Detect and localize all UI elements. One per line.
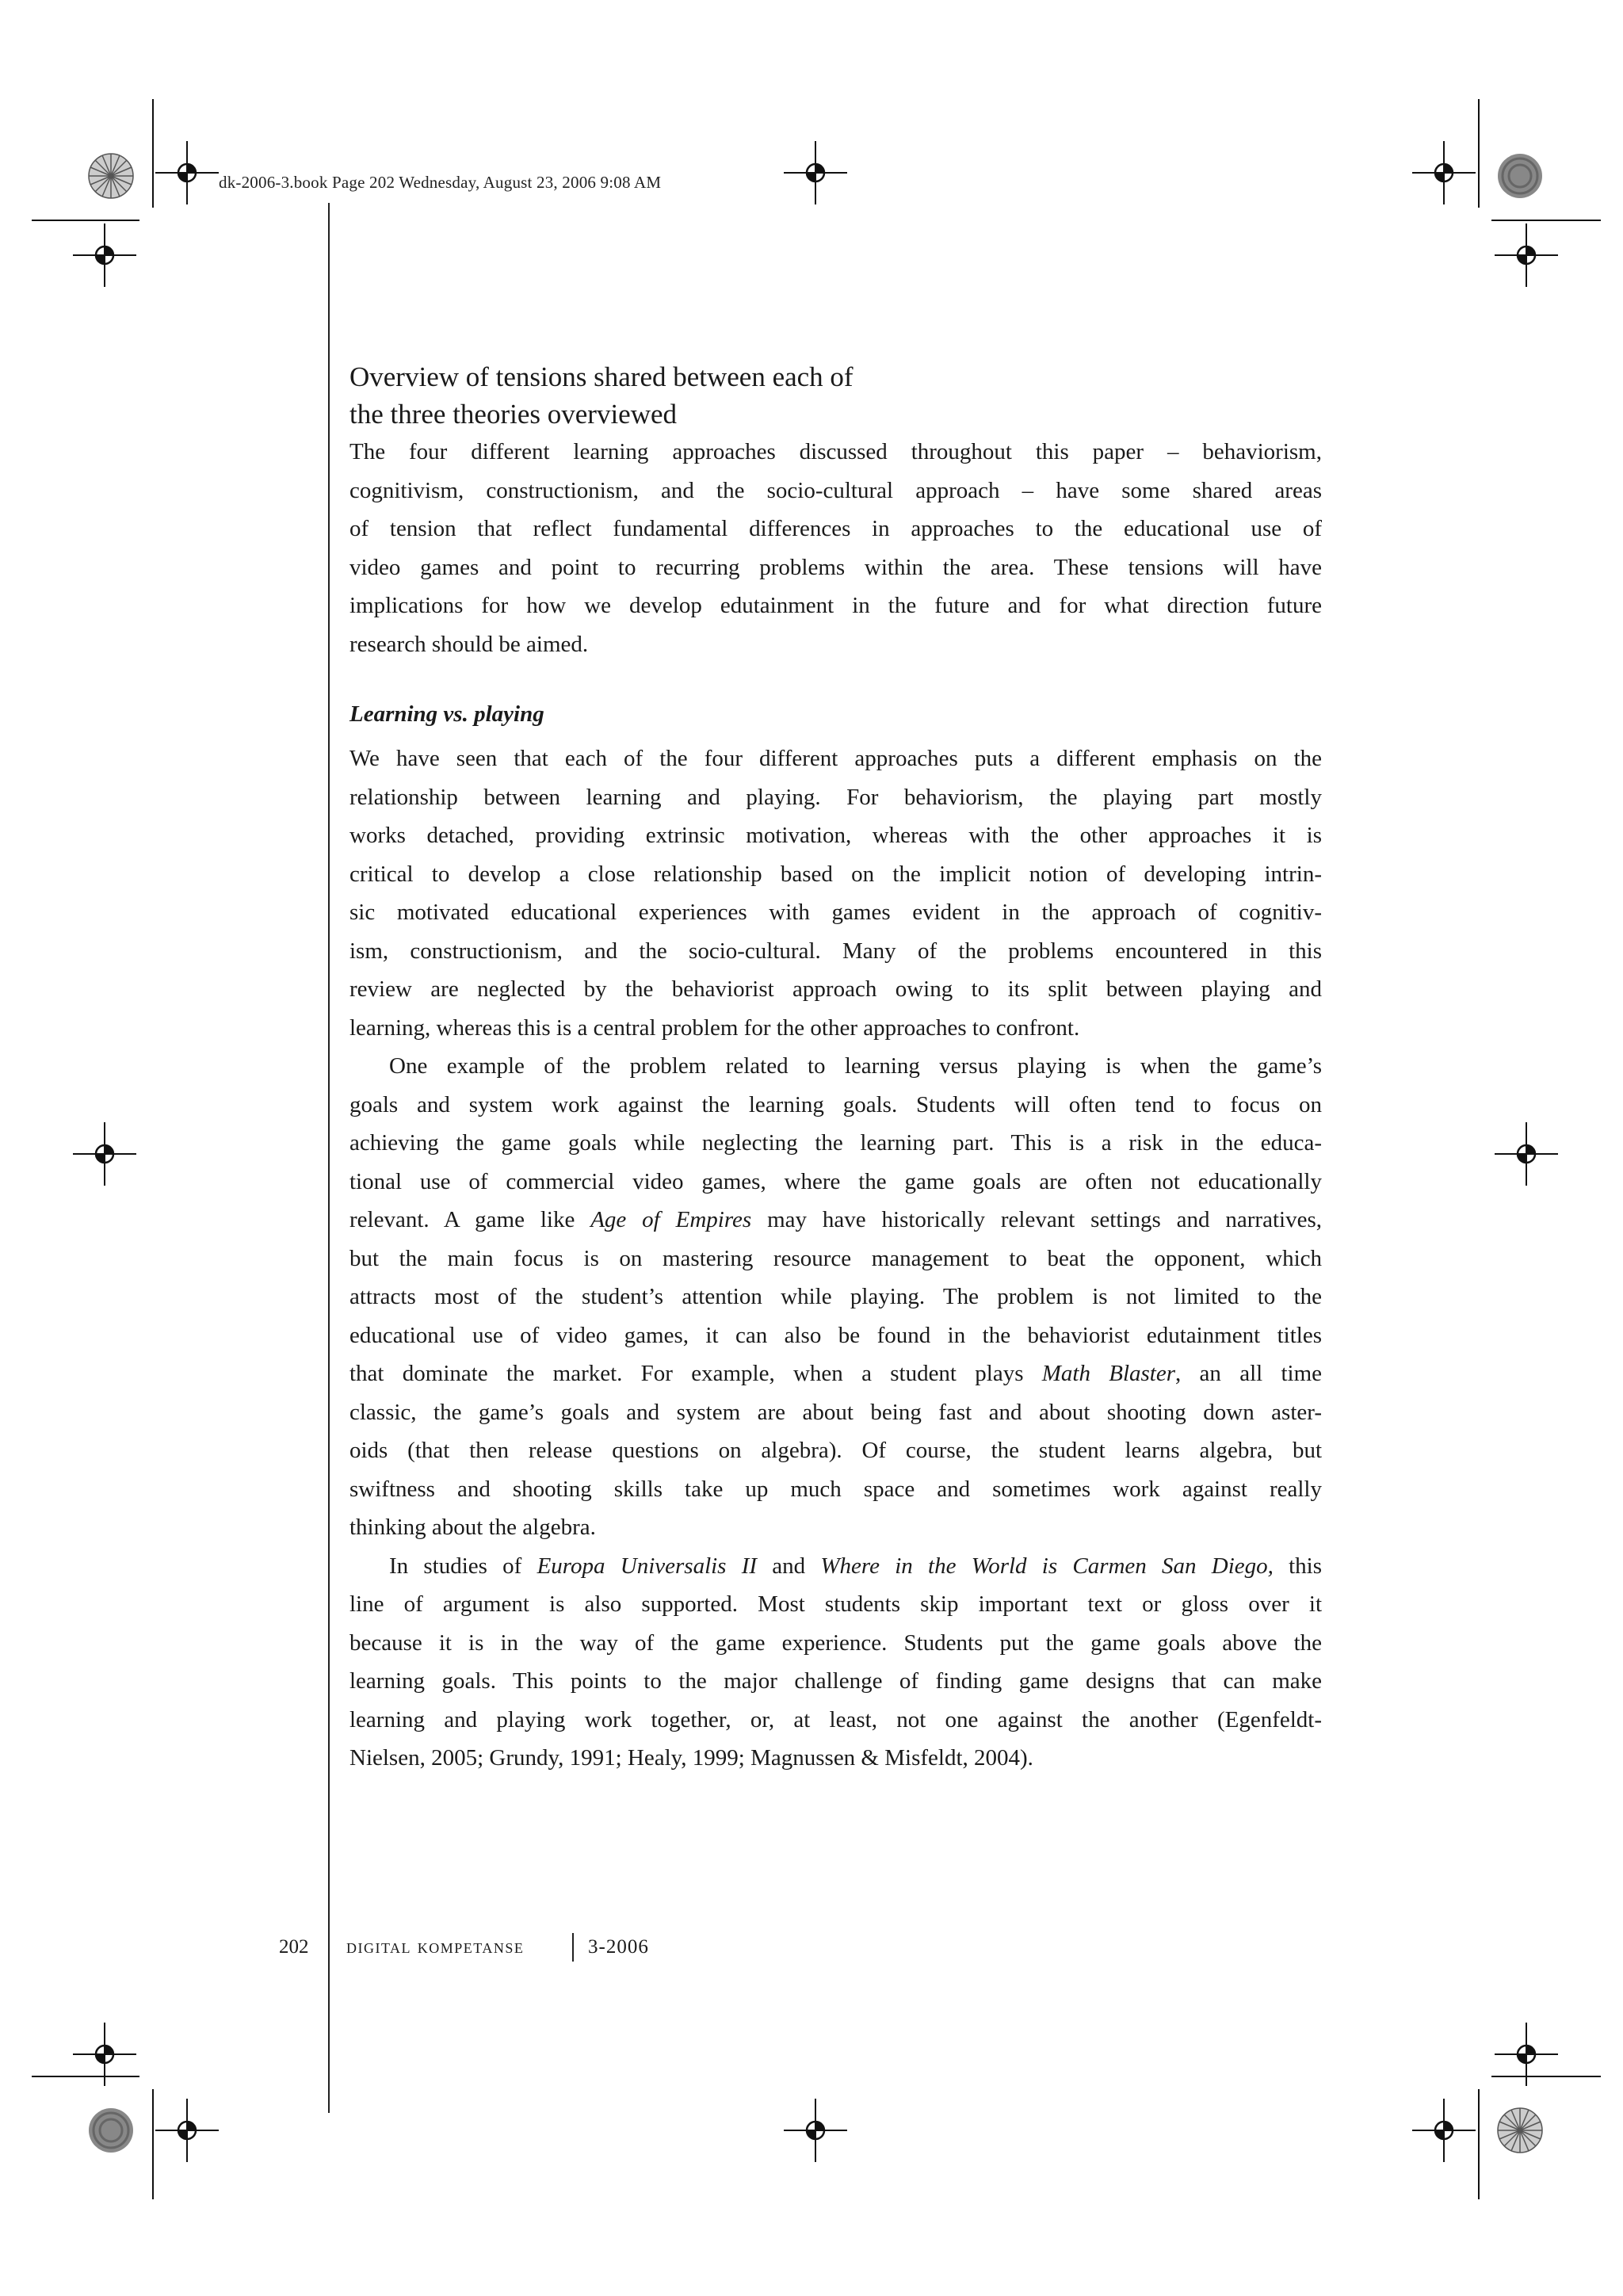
article-body: [349, 358, 1322, 1778]
section-heading-line: the three theories overviewed: [349, 399, 678, 430]
text-line: thinking about the algebra.: [349, 1515, 596, 1540]
game-title: Math Blaster: [1041, 1361, 1176, 1386]
text-line: learning goals. This points to the major challenge of finding game designs that can make: [349, 1668, 1322, 1694]
text-run: and: [757, 1553, 821, 1579]
text-line: Nielsen, 2005; Grundy, 1991; Healy, 1999; Magnussen & Misfeldt, 2004).: [349, 1745, 1033, 1771]
text-run: may have historically relevant settings and narratives,: [751, 1207, 1322, 1232]
paragraph-1: [349, 739, 1322, 1047]
text-run: relevant. A game like: [349, 1207, 591, 1232]
text-line: [349, 1547, 1322, 1586]
game-title: Where in the World is Carmen San Diego,: [820, 1553, 1274, 1579]
subsection-heading: Learning vs. playing: [349, 701, 544, 727]
corner-marks-top-right: [1412, 99, 1601, 287]
text-line: We have seen that each of the four different approaches puts a different emphasis on the: [349, 746, 1322, 771]
text-line: One example of the problem related to learning versus playing is when the game’s: [389, 1053, 1322, 1079]
registration-mark-left: [73, 1122, 136, 1186]
text-line: implications for how we develop edutainment in the future and for what direction future: [349, 593, 1322, 618]
game-title: Age of Empires: [590, 1207, 752, 1232]
margin-rule: [328, 203, 330, 2113]
registration-mark-top-center: [784, 141, 847, 204]
text-line: learning, whereas this is a central problem for the other approaches to confront.: [349, 1014, 1080, 1041]
text-line: cognitivism, constructionism, and the socio-cultural approach – have some shared areas: [349, 477, 1322, 503]
print-slug: dk-2006-3.book Page 202 Wednesday, August 23, 2006 9:08 AM: [219, 173, 662, 192]
text-line: achieving the game goals while neglecting the learning part. This is a risk in the educa-: [349, 1130, 1322, 1156]
paragraph-2: [349, 1047, 1322, 1547]
intro-paragraph: [349, 433, 1322, 663]
paragraph-3: [349, 1547, 1322, 1778]
text-line: research should be aimed.: [349, 631, 589, 657]
text-line: of tension that reflect fundamental differences in approaches to the educational use of: [349, 516, 1322, 541]
text-line: works detached, providing extrinsic motivation, whereas with the other approaches it is: [349, 823, 1322, 848]
text-run: , an all time: [1175, 1361, 1322, 1386]
text-run: In studies of: [389, 1553, 537, 1579]
text-line: goals and system work against the learning goals. Students will often tend to focus on: [349, 1091, 1322, 1117]
registration-mark-right: [1495, 1122, 1558, 1186]
text-line: [349, 1201, 1322, 1240]
page-number: 202: [279, 1936, 309, 1958]
text-line: oids (that then release questions on algebra). Of course, the student learns algebra, but: [349, 1438, 1322, 1463]
text-line: ism, constructionism, and the socio-cultural. Many of the problems encountered in this: [349, 938, 1322, 964]
section-heading-line: Overview of tensions shared between each of: [349, 361, 854, 392]
text-line: because it is in the way of the game experience. Students put the game goals above the: [349, 1629, 1322, 1656]
journal-name: digital kompetanse: [346, 1936, 525, 1958]
game-title: Europa Universalis II: [537, 1553, 758, 1579]
corner-marks-bottom-right: [1412, 2023, 1601, 2199]
text-run: that dominate the market. For example, when a student plays: [349, 1361, 1042, 1386]
text-line: attracts most of the student’s attention while playing. The problem is not limited to the: [349, 1284, 1322, 1309]
text-line: classic, the game’s goals and system are about being fast and about shooting down aster-: [349, 1399, 1322, 1425]
text-line: sic motivated educational experiences with games evident in the approach of cognitiv-: [349, 900, 1322, 925]
text-line: swiftness and shooting skills take up much space and sometimes work against really: [349, 1476, 1322, 1502]
section-heading: [349, 358, 1322, 433]
text-line: review are neglected by the behaviorist approach owing to its split between playing and: [349, 976, 1322, 1002]
text-line: video games and point to recurring problems within the area. These tensions will have: [349, 554, 1322, 580]
text-line: The four different learning approaches discussed throughout this paper – behaviorism,: [349, 439, 1322, 464]
text-line: critical to develop a close relationship based on the implicit notion of developing intrin-: [349, 861, 1322, 887]
text-line: learning and playing work together, or, at least, not one against the another (Egenfeldt-: [349, 1706, 1322, 1733]
text-line: relationship between learning and playing. For behaviorism, the playing part mostly: [349, 784, 1322, 810]
corner-marks-top-left: [32, 99, 219, 287]
corner-marks-bottom-left: [32, 2023, 219, 2199]
issue-number: 3-2006: [588, 1936, 649, 1958]
text-line: line of argument is also supported. Most students skip important text or gloss over it: [349, 1591, 1322, 1617]
text-line: [349, 1354, 1322, 1393]
text-line: educational use of video games, it can also be found in the behaviorist edutainment titles: [349, 1322, 1322, 1348]
footer-divider: [572, 1933, 574, 1962]
text-run: this: [1273, 1553, 1323, 1579]
registration-mark-bottom-center: [784, 2099, 847, 2162]
text-line: tional use of commercial video games, where the game goals are often not educationally: [349, 1168, 1322, 1194]
text-line: but the main focus is on mastering resource management to beat the opponent, which: [349, 1245, 1322, 1271]
